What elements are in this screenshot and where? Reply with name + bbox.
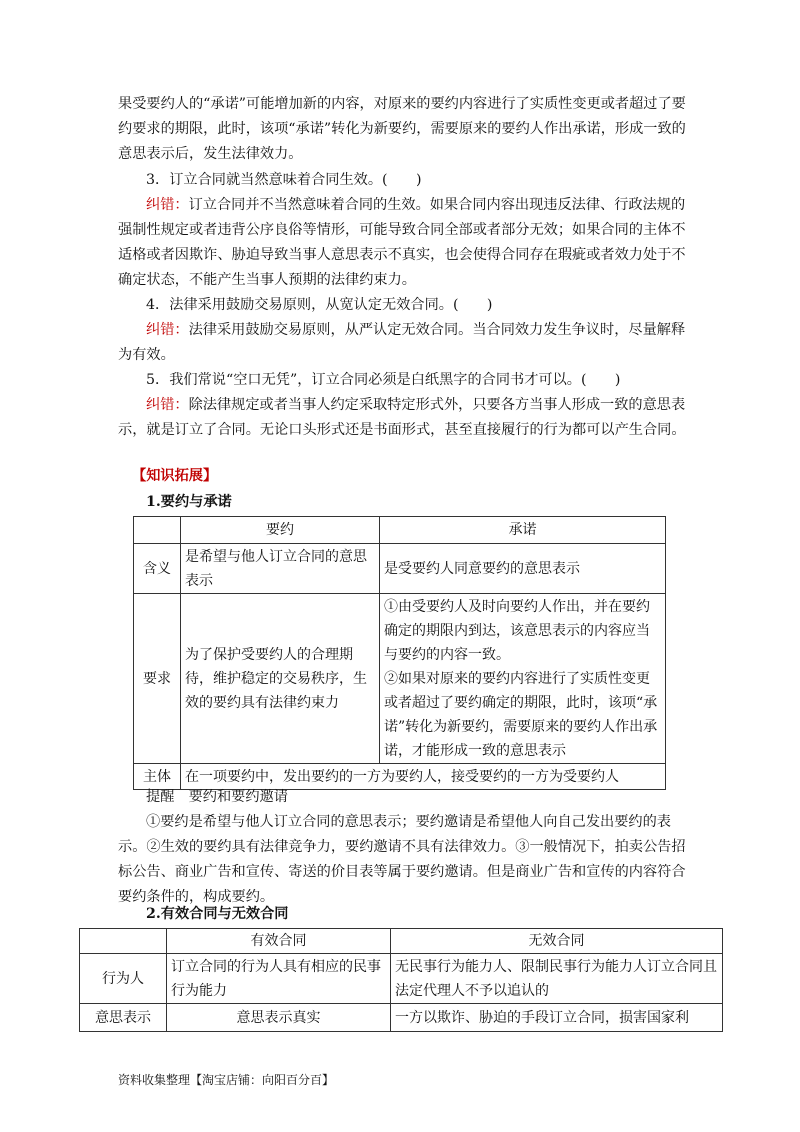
requirement-2: ②如果对原来的要约内容进行了实质性变更或者超过了要约确定的期限，此时，该项“承诺”转化为新要约，需要原来的要约人作出承诺，才能形成一致的意思表示 xyxy=(384,670,658,759)
answer-4-text: 法律采用鼓励交易原则，从严认定无效合同。当合同效力发生争议时，尽量解释为有效。 xyxy=(118,322,686,363)
row-label: 行为人 xyxy=(80,954,167,1004)
valid-invalid-table xyxy=(79,928,723,1032)
page-footer: 资料收集整理【淘宝店铺：向阳百分百】 xyxy=(118,1073,335,1087)
section-title: 【知识拓展】 xyxy=(132,468,218,484)
table-cell: 在一项要约中，发出要约的一方为要约人，接受要约的一方为受要约人 xyxy=(181,764,666,790)
table-cell: 订立合同的行为人具有相应的民事行为能力 xyxy=(167,954,391,1004)
correction-label: 纠错： xyxy=(146,397,189,413)
intro-paragraph: 果受要约人的“承诺”可能增加新的内容，对原来的要约内容进行了实质性变更或者超过了要约要求的期限，此时，该项“承诺”转化为新要约，需要原来的要约人作出承诺，形成一致的意思表示后，发生法律效力。 xyxy=(118,96,686,162)
offer-acceptance-table xyxy=(133,516,666,790)
table-corner xyxy=(80,929,167,954)
answer-4 xyxy=(118,318,688,368)
answer-5-text: 除法律规定或者当事人约定采取特定形式外，只要各方当事人形成一致的意思表示，就是订立了合同。无论口头形式还是书面形式，甚至直接履行的行为都可以产生合同。 xyxy=(118,397,686,438)
table-cell: 是希望与他人订立合同的意思表示 xyxy=(181,544,380,594)
table-cell: 无民事行为能力人、限制民事行为能力人订立合同且法定代理人不予以追认的 xyxy=(391,954,723,1004)
answer-3-text: 订立合同并不当然意味着合同的生效。如果合同内容出现违反法律、行政法规的强制性规定或者违背公序良俗等情形，可能导致合同全部或者部分无效；如果合同的主体不适格或者因欺诈、胁迫导致当事人意思表示不真实，也会使得合同存在瑕疵或者效力处于不确定状态，不能产生当事人预期的法律约束力。 xyxy=(118,197,686,288)
table-corner xyxy=(134,517,181,544)
table-cell: 为了保护受要约人的合理期待，维护稳定的交易秩序，生效的要约具有法律约束力 xyxy=(181,594,380,764)
correction-label: 纠错： xyxy=(146,197,189,213)
table-header: 要约 xyxy=(181,517,380,544)
table-header: 承诺 xyxy=(380,517,666,544)
subheading-2: 2.有效合同与无效合同 xyxy=(146,906,289,922)
row-label: 意思表示 xyxy=(80,1004,167,1032)
table-header: 有效合同 xyxy=(167,929,391,954)
question-3: 3．订立合同就当然意味着合同生效。( ) xyxy=(146,172,422,188)
row-label: 含义 xyxy=(134,544,181,594)
table-header: 无效合同 xyxy=(391,929,723,954)
row-label: 要求 xyxy=(134,594,181,764)
table-cell xyxy=(380,594,666,764)
table-cell: 意思表示真实 xyxy=(167,1004,391,1032)
answer-5 xyxy=(118,393,688,443)
question-5: 5．我们常说“空口无凭”，订立合同必须是白纸黑字的合同书才可以。( ) xyxy=(146,372,621,388)
answer-3 xyxy=(118,193,688,293)
table-cell: 一方以欺诈、胁迫的手段订立合同，损害国家利 xyxy=(391,1004,723,1032)
subheading-1: 1.要约与承诺 xyxy=(146,494,232,510)
tip-title: 提醒 要约和要约邀请 xyxy=(146,789,288,805)
tip-text: ①要约是希望与他人订立合同的意思表示；要约邀请是希望他人向自己发出要约的表示。②生效的要约具有法律竞争力，要约邀请不具有法律效力。③一般情况下，拍卖公告招标公告、商业广告和宣传、寄送的价目表等属于要约邀请。但是商业广告和宣传的内容符合要约条件的，构成要约。 xyxy=(118,814,686,905)
question-4: 4．法律采用鼓励交易原则，从宽认定无效合同。( ) xyxy=(146,297,493,313)
table-cell: 是受要约人同意要约的意思表示 xyxy=(380,544,666,594)
correction-label: 纠错： xyxy=(146,322,189,338)
requirement-1: ①由受要约人及时向要约人作出，并在要约确定的期限内到达，该意思表示的内容应当与要约的内容一致。 xyxy=(384,598,650,663)
row-label: 主体 xyxy=(134,764,181,790)
